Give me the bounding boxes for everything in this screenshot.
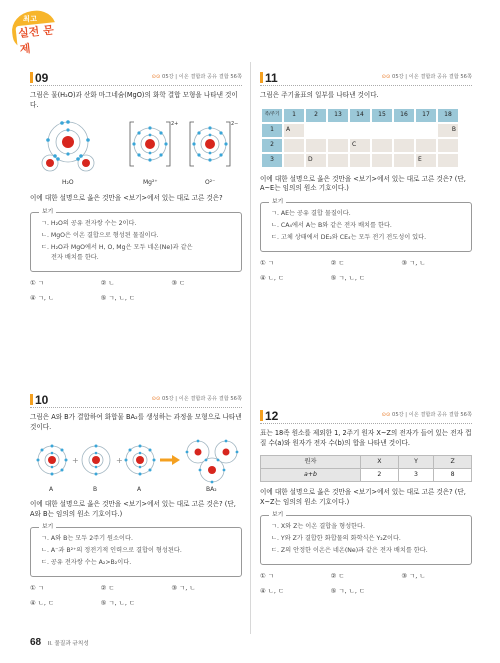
question-source: ⊙⊙ 05강 | 이온 결합과 공유 결합 56쪽	[151, 74, 242, 80]
element-a: A	[284, 124, 304, 137]
bogi-label: 보기	[39, 523, 56, 531]
label-a: A	[49, 486, 54, 494]
o-ion-model	[190, 121, 238, 166]
question-source: ⊙⊙ 05강 | 이온 결합과 공유 결합 56쪽	[151, 396, 242, 402]
bogi-item: ㄷ. Z의 안정한 이온은 네온(Ne)과 같은 전자 배치를 한다.	[271, 547, 428, 555]
bogi-item: ㄱ. X와 Z는 이온 결합을 형성한다.	[271, 523, 365, 531]
ba2-product	[186, 440, 239, 484]
series-logo	[8, 8, 60, 56]
choice-3[interactable]: ③ ㄱ, ㄴ	[401, 572, 426, 581]
table-header: Y	[398, 456, 434, 469]
bogi-box	[260, 198, 472, 252]
choice-4[interactable]: ④ ㄴ, ㄷ	[260, 273, 285, 282]
element-c: C	[350, 139, 370, 152]
question-source: ⊙⊙ 05강 | 이온 결합과 공유 결합 56쪽	[381, 74, 472, 80]
label-a: A	[137, 486, 142, 494]
bogi-item: ㄴ. A⁻과 B²⁺의 정전기적 인력으로 결합이 형성된다.	[41, 547, 182, 555]
table-cell: 8	[434, 469, 472, 482]
question-number: 11	[260, 70, 278, 87]
answer-choices	[30, 279, 242, 304]
choice-3[interactable]: ③ ㄷ	[171, 278, 186, 287]
choice-4[interactable]: ④ ㄴ, ㄷ	[30, 599, 55, 608]
question-prompt: 이에 대한 설명으로 옳은 것만을 <보기>에서 있는 대로 고른 것은?	[30, 194, 223, 203]
group-header: 17	[416, 109, 436, 122]
page-number: 68	[30, 637, 42, 648]
atom-a-left	[37, 445, 68, 476]
label-ba2: BA₂	[206, 486, 217, 494]
period-header: 2	[262, 139, 282, 152]
group-header: 2	[306, 109, 326, 122]
question-12	[260, 408, 472, 597]
question-number: 10	[30, 392, 48, 409]
page-footer	[30, 636, 89, 651]
question-11	[260, 70, 472, 283]
period-header: 1	[262, 124, 282, 137]
group-header: 16	[394, 109, 414, 122]
svg-text:+: +	[116, 456, 123, 466]
mg-ion-model	[130, 121, 178, 166]
bogi-box	[260, 512, 472, 565]
group-header: 14	[350, 109, 370, 122]
question-source: ⊙⊙ 05강 | 이온 결합과 공유 결합 56쪽	[381, 412, 472, 418]
mg-charge: 2+	[171, 121, 179, 128]
atom-b	[82, 445, 110, 476]
choice-2[interactable]: ② ㄷ	[330, 258, 345, 267]
bogi-label: 보기	[269, 511, 286, 519]
group-header: 13	[328, 109, 348, 122]
group-header: 1	[284, 109, 304, 122]
table-cell: 3	[398, 469, 434, 482]
choice-1[interactable]: ① ㄱ	[30, 584, 44, 593]
choice-2[interactable]: ② ㄴ	[100, 278, 115, 287]
bogi-item: ㄱ. A와 B는 모두 2주기 원소이다.	[41, 535, 133, 543]
bogi-item: ㄱ. AE는 공유 결합 물질이다.	[271, 209, 351, 217]
choice-5[interactable]: ⑤ ㄱ, ㄴ, ㄷ	[330, 273, 366, 282]
column-divider	[250, 62, 251, 634]
bogi-item: ㄷ. 고체 상태에서 DE₂와 CE₄는 모두 전기 전도성이 있다.	[271, 233, 427, 241]
question-stem: 그림은 물(H₂O)과 산화 마그네슘(MgO)의 화학 결합 모형을 나타낸 것이다.	[30, 91, 238, 109]
question-09	[30, 70, 242, 303]
atom-a-right	[125, 445, 156, 476]
answer-choices	[30, 584, 242, 609]
choice-4[interactable]: ④ ㄴ, ㄷ	[260, 587, 285, 596]
bogi-box	[30, 208, 242, 272]
table-header: X	[360, 456, 398, 469]
bond-model-figure	[30, 116, 242, 188]
bogi-label: 보기	[269, 198, 286, 206]
label-b: B	[93, 486, 98, 494]
table-header: 원자	[261, 456, 361, 469]
choice-5[interactable]: ⑤ ㄱ, ㄴ, ㄷ	[100, 599, 136, 608]
element-e: E	[416, 154, 436, 167]
choice-3[interactable]: ③ ㄱ, ㄴ	[401, 258, 426, 267]
corner-cell: 족/주기	[262, 109, 282, 122]
group-header: 18	[438, 109, 458, 122]
atom-table	[260, 455, 472, 482]
svg-text:+: +	[72, 456, 79, 466]
table-cell: 2	[360, 469, 398, 482]
bogi-item: ㄴ. Y와 Z가 결합한 화합물의 화학식은 Y₂Z이다.	[271, 535, 401, 543]
label-h2o: H₂O	[62, 179, 74, 187]
bogi-item: ㄷ. 공유 전자쌍 수는 A₂>B₂이다.	[41, 559, 132, 567]
question-prompt: 이에 대한 설명으로 옳은 것만을 <보기>에서 있는 대로 고른 것은? (단, X~Z는 임의의 원소 기호이다.)	[260, 488, 466, 506]
bogi-item: ㄱ. H₂O의 공유 전자쌍 수는 2이다.	[41, 219, 137, 227]
h2o-mgo-diagram	[30, 116, 242, 188]
periodic-table-part	[260, 107, 460, 169]
row-label: a+b	[261, 469, 361, 482]
answer-choices	[260, 572, 472, 597]
choice-3[interactable]: ③ ㄱ, ㄴ	[171, 584, 196, 593]
question-number: 12	[260, 408, 278, 425]
label-mg-ion: Mg²⁺	[143, 179, 158, 187]
bogi-label: 보기	[39, 208, 56, 216]
label-o-ion: O²⁻	[205, 179, 216, 187]
question-10	[30, 392, 242, 609]
ba2-formation-diagram	[30, 438, 242, 494]
group-header: 15	[372, 109, 392, 122]
element-d: D	[306, 154, 326, 167]
bogi-item: ㄷ. H₂O과 MgO에서 H, O, Mg은 모두 네온(Ne)과 같은	[41, 243, 193, 251]
question-prompt: 이에 대한 설명으로 옳은 것만을 <보기>에서 있는 대로 고른 것은? (단, A와 B는 임의의 원소 기호이다.)	[30, 500, 236, 518]
answer-choices	[260, 259, 472, 284]
question-prompt: 이에 대한 설명으로 옳은 것만을 <보기>에서 있는 대로 고른 것은? (단, A~E는 임의의 원소 기호이다.)	[260, 174, 466, 193]
choice-1[interactable]: ① ㄱ	[260, 572, 274, 581]
bogi-item: ㄴ. CA₄에서 A는 B와 같은 전자 배치를 한다.	[271, 221, 392, 229]
question-stem: 표는 18족 원소를 제외한 1, 2주기 원자 X~Z의 전자가 들어 있는 전자 껍질 수(a)와 원자가 전자 수(b)의 합을 나타낸 것이다.	[260, 429, 472, 447]
table-header: Z	[434, 456, 472, 469]
logo-top-text: 최고	[23, 15, 38, 23]
choice-5[interactable]: ⑤ ㄱ, ㄴ, ㄷ	[330, 587, 366, 596]
bogi-item-continued: 전자 배치를 한다.	[51, 253, 99, 261]
choice-2[interactable]: ② ㄷ	[330, 572, 345, 581]
choice-1[interactable]: ① ㄱ	[30, 278, 44, 287]
question-number: 09	[30, 70, 48, 87]
bond-formation-figure	[30, 438, 242, 494]
choice-2[interactable]: ② ㄷ	[100, 584, 115, 593]
choice-4[interactable]: ④ ㄱ, ㄴ	[30, 293, 55, 302]
o-charge: 2−	[231, 121, 239, 128]
period-header: 3	[262, 154, 282, 167]
logo-main-text: 실전 문제	[15, 22, 61, 58]
bogi-box	[30, 524, 242, 577]
question-stem: 그림은 A와 B가 결합하여 화합물 BA₂를 생성하는 과정을 모형으로 나타낸 것이다.	[30, 413, 242, 431]
element-b: B	[438, 124, 458, 137]
bogi-item: ㄴ. MgO은 이온 결합으로 형성된 물질이다.	[41, 231, 159, 239]
choice-5[interactable]: ⑤ ㄱ, ㄴ, ㄷ	[100, 293, 136, 302]
section-title: II. 물질과 규칙성	[47, 641, 89, 647]
choice-1[interactable]: ① ㄱ	[260, 258, 274, 267]
h2o-model	[42, 120, 94, 171]
question-stem: 그림은 주기율표의 일부를 나타낸 것이다.	[260, 91, 379, 99]
